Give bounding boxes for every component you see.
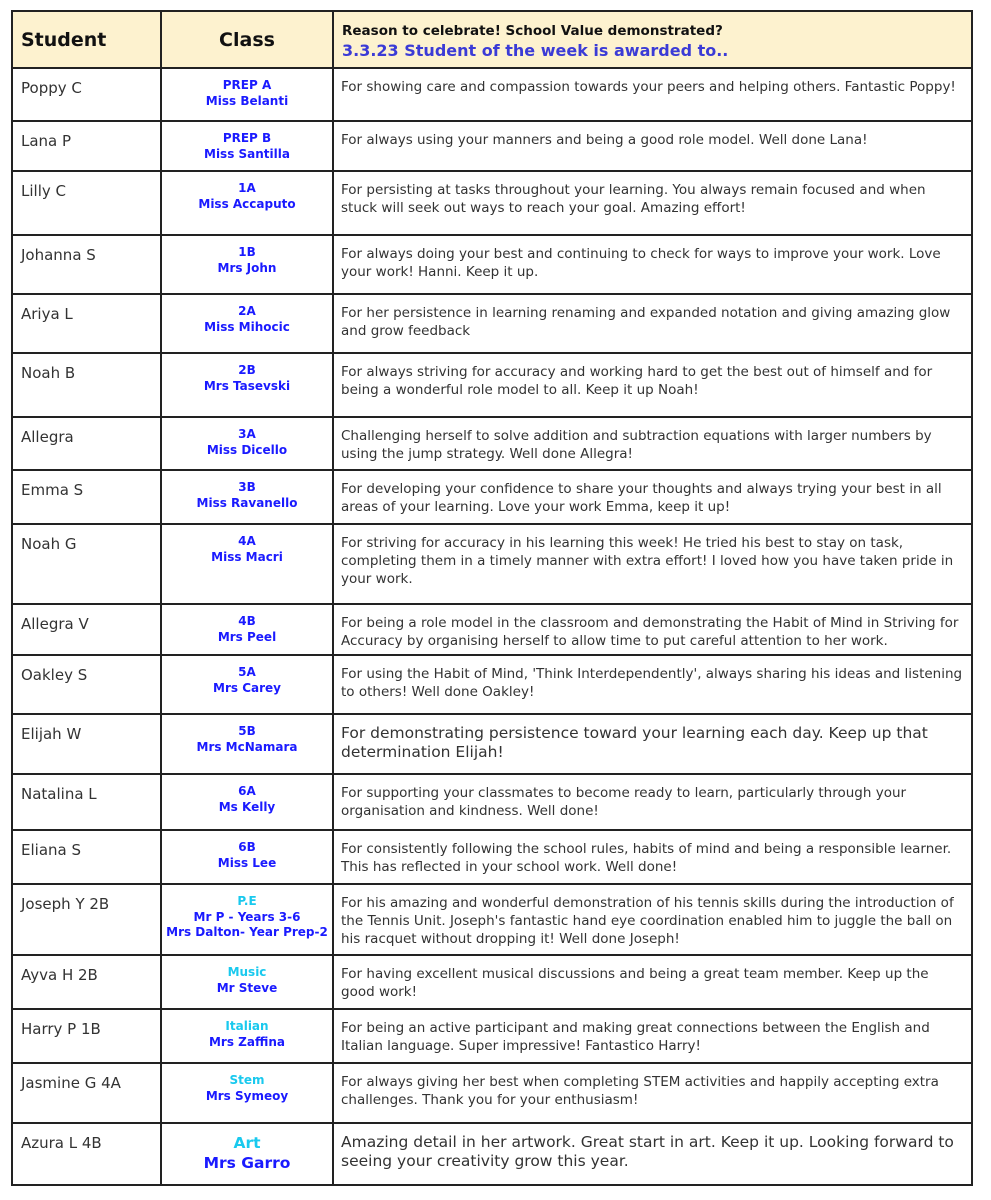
class-code: 6B <box>238 840 256 854</box>
class-teacher: Mr Steve <box>216 980 278 995</box>
class-cell <box>161 235 333 294</box>
class-code: 3A <box>238 427 256 441</box>
table-row <box>12 774 972 830</box>
class-cell <box>161 417 333 470</box>
class-code: 1A <box>238 181 256 195</box>
table-row <box>12 470 972 524</box>
class-cell <box>161 470 333 524</box>
student-name: Harry P 1B <box>12 1009 161 1063</box>
class-teacher: Miss Dicello <box>206 442 288 457</box>
reason-text: Challenging herself to solve addition and subtraction equations with larger numbers by using the jump strategy. Well done Allegra! <box>333 417 972 470</box>
class-cell <box>161 830 333 884</box>
student-name: Ariya L <box>12 294 161 353</box>
class-cell <box>161 68 333 121</box>
class-cell <box>161 171 333 235</box>
class-cell <box>161 774 333 830</box>
class-teacher: Mrs Symeoy <box>205 1088 289 1103</box>
reason-text: For being an active participant and making great connections between the English and Italian language. Super impressive! Fantastico Harry! <box>333 1009 972 1063</box>
class-cell <box>161 524 333 604</box>
reason-text: For using the Habit of Mind, 'Think Interdependently', always sharing his ideas and listening to others! Well done Oakley! <box>333 655 972 714</box>
student-name: Azura L 4B <box>12 1123 161 1185</box>
reason-text: For always striving for accuracy and working hard to get the best out of himself and for being a wonderful role model to all. Keep it up Noah! <box>333 353 972 417</box>
table-row <box>12 68 972 121</box>
student-name: Poppy C <box>12 68 161 121</box>
class-cell <box>161 1009 333 1063</box>
reason-text: For his amazing and wonderful demonstration of his tennis skills during the introduction of the Tennis Unit. Joseph's fantastic hand eye coordination enabled him to juggle the ball on his racquet without dropping it! Well done Joseph! <box>333 884 972 955</box>
table-row <box>12 171 972 235</box>
class-cell <box>161 604 333 655</box>
class-teacher: Ms Kelly <box>218 799 276 814</box>
reason-text: For consistently following the school rules, habits of mind and being a responsible learner. This has reflected in your school work. Well done! <box>333 830 972 884</box>
class-cell <box>161 353 333 417</box>
class-cell <box>161 294 333 353</box>
reason-text: For developing your confidence to share your thoughts and always trying your best in all areas of your learning. Love your work Emma, keep it up! <box>333 470 972 524</box>
reason-text: Amazing detail in her artwork. Great start in art. Keep it up. Looking forward to seeing your creativity grow this year. <box>333 1123 972 1185</box>
student-name: Natalina L <box>12 774 161 830</box>
class-code: 4A <box>238 534 256 548</box>
class-teacher: Mrs Garro <box>203 1154 291 1172</box>
class-code: Stem <box>229 1073 265 1087</box>
class-teacher-secondary: Mrs Dalton- Year Prep-2 <box>166 925 328 939</box>
class-code: PREP A <box>222 78 272 92</box>
table-row <box>12 714 972 774</box>
student-name: Jasmine G 4A <box>12 1063 161 1123</box>
class-teacher: Miss Ravanello <box>196 495 298 510</box>
class-teacher: Miss Macri <box>211 549 283 564</box>
table-header-row <box>12 11 972 68</box>
table-row <box>12 1063 972 1123</box>
table-row <box>12 955 972 1009</box>
class-code: Italian <box>225 1019 269 1033</box>
class-teacher: Mrs Peel <box>217 629 277 644</box>
reason-text: For being a role model in the classroom and demonstrating the Habit of Mind in Striving for Accuracy by organising herself to allow time to put careful attention to her work. <box>333 604 972 655</box>
table-row <box>12 121 972 171</box>
student-name: Allegra <box>12 417 161 470</box>
student-name: Oakley S <box>12 655 161 714</box>
class-code: 5B <box>238 724 256 738</box>
class-teacher: Mrs Carey <box>213 680 281 695</box>
reason-text: For showing care and compassion towards your peers and helping others. Fantastic Poppy! <box>333 68 972 121</box>
table-row <box>12 235 972 294</box>
table-row <box>12 294 972 353</box>
table-row <box>12 604 972 655</box>
table-row <box>12 1009 972 1063</box>
reason-text: For her persistence in learning renaming and expanded notation and giving amazing glow and grow feedback <box>333 294 972 353</box>
student-name: Joseph Y 2B <box>12 884 161 955</box>
header-reason-subtitle: 3.3.23 Student of the week is awarded to.. <box>342 41 729 60</box>
student-name: Noah B <box>12 353 161 417</box>
class-cell <box>161 955 333 1009</box>
class-cell <box>161 714 333 774</box>
student-name: Lilly C <box>12 171 161 235</box>
class-teacher: Mrs John <box>217 260 277 275</box>
table-row <box>12 1123 972 1185</box>
reason-text: For striving for accuracy in his learning this week! He tried his best to stay on task, completing them in a timely manner with extra effort! I loved how you have taken pride in your work. <box>333 524 972 604</box>
class-code: 5A <box>238 665 256 679</box>
header-reason-title: Reason to celebrate! School Value demonstrated? <box>342 23 723 39</box>
reason-text: For supporting your classmates to become ready to learn, particularly through your organisation and kindness. Well done! <box>333 774 972 830</box>
student-name: Elijah W <box>12 714 161 774</box>
class-teacher: Mrs Zaffina <box>208 1034 285 1049</box>
class-cell <box>161 121 333 171</box>
class-code: Art <box>233 1134 261 1152</box>
reason-text: For having excellent musical discussions and being a great team member. Keep up the good work! <box>333 955 972 1009</box>
table-row <box>12 655 972 714</box>
table-row <box>12 884 972 955</box>
header-reason <box>333 11 972 68</box>
student-name: Lana P <box>12 121 161 171</box>
class-code: 4B <box>238 614 256 628</box>
class-teacher: Mrs McNamara <box>196 739 298 754</box>
reason-text: For always doing your best and continuing to check for ways to improve your work. Love your work! Hanni. Keep it up. <box>333 235 972 294</box>
table-row <box>12 417 972 470</box>
class-code: 6A <box>238 784 256 798</box>
student-name: Ayva H 2B <box>12 955 161 1009</box>
table-row <box>12 830 972 884</box>
class-cell <box>161 1063 333 1123</box>
table-row <box>12 353 972 417</box>
class-teacher: Miss Lee <box>217 855 277 870</box>
class-teacher: Mr P - Years 3-6 <box>193 909 301 924</box>
class-teacher: Miss Mihocic <box>204 319 290 334</box>
class-code: P.E <box>237 894 257 908</box>
class-code: 2A <box>238 304 256 318</box>
reason-text: For always giving her best when completing STEM activities and happily accepting extra challenges. Thank you for your enthusiasm! <box>333 1063 972 1123</box>
student-name: Johanna S <box>12 235 161 294</box>
reason-text: For demonstrating persistence toward your learning each day. Keep up that determination Elijah! <box>333 714 972 774</box>
class-code: 2B <box>238 363 256 377</box>
class-code: 1B <box>238 245 256 259</box>
class-teacher: Miss Santilla <box>204 146 290 161</box>
student-name: Allegra V <box>12 604 161 655</box>
header-student: Student <box>12 11 161 68</box>
class-code: PREP B <box>222 131 272 145</box>
student-name: Emma S <box>12 470 161 524</box>
student-name: Eliana S <box>12 830 161 884</box>
class-code: 3B <box>238 480 256 494</box>
reason-text: For always using your manners and being a good role model. Well done Lana! <box>333 121 972 171</box>
reason-text: For persisting at tasks throughout your learning. You always remain focused and when stuck will seek out ways to reach your goal. Amazing effort! <box>333 171 972 235</box>
student-of-the-week-table <box>11 10 973 1186</box>
class-teacher: Mrs Tasevski <box>203 378 291 393</box>
class-cell <box>161 1123 333 1185</box>
class-cell <box>161 884 333 955</box>
header-class: Class <box>161 11 333 68</box>
class-code: Music <box>227 965 267 979</box>
class-cell <box>161 655 333 714</box>
class-teacher: Miss Belanti <box>205 93 289 108</box>
student-name: Noah G <box>12 524 161 604</box>
class-teacher: Miss Accaputo <box>198 196 296 211</box>
table-row <box>12 524 972 604</box>
